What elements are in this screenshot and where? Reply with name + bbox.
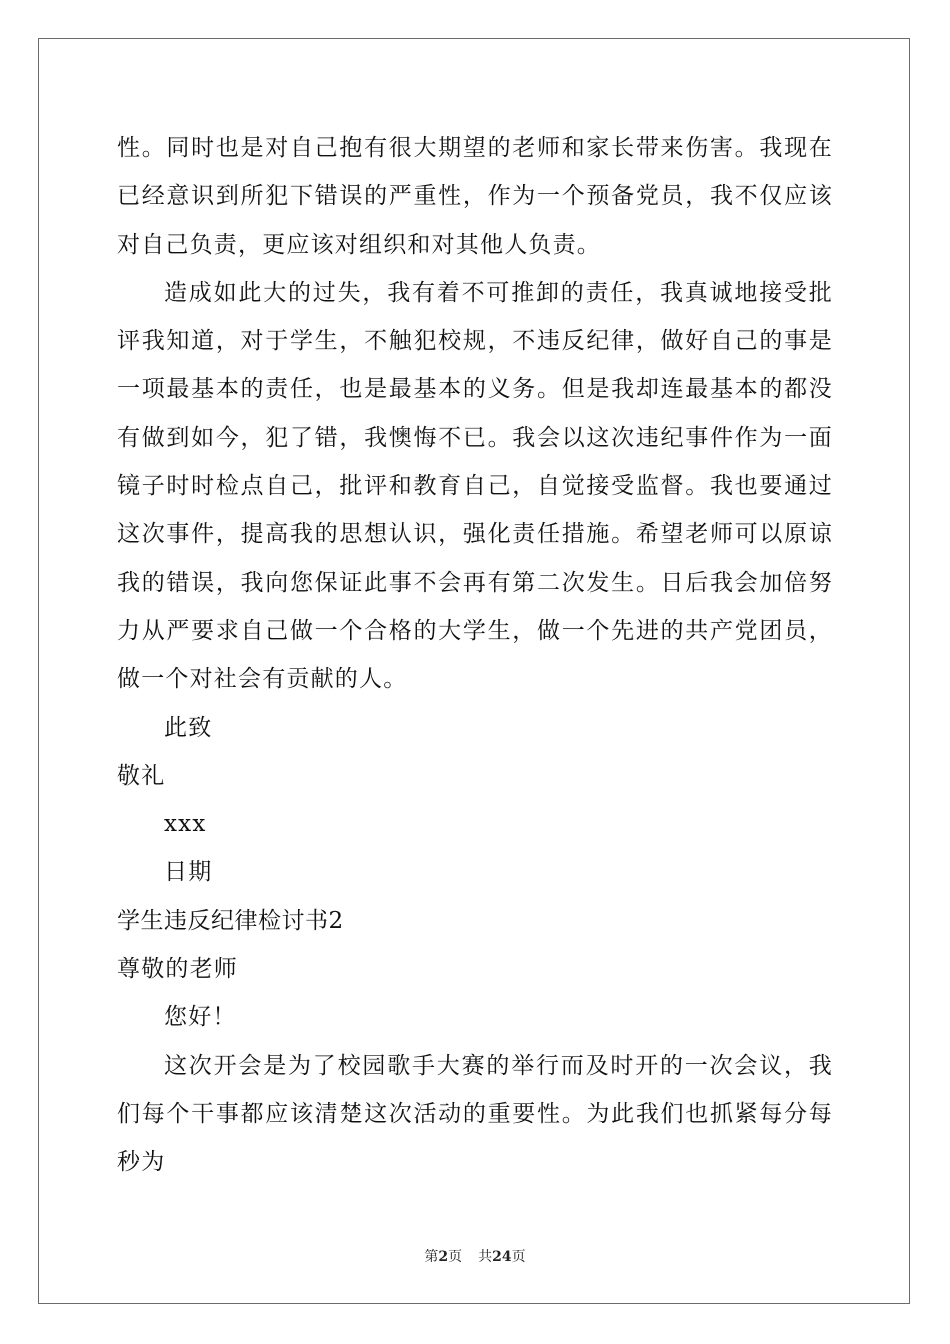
page-unit: 页 <box>448 1249 463 1265</box>
letter-greeting: 您好！ <box>164 1004 237 1031</box>
signature-name: xxx <box>164 811 207 838</box>
signature-date: 日期 <box>164 859 213 886</box>
total-unit: 页 <box>511 1249 526 1265</box>
closing-salutation: 此致 <box>164 714 213 741</box>
paragraph-responsibility: 造成如此大的过失，我有着不可推卸的责任，我真诚地接受批评我知道，对于学生，不触犯校规，不违反纪律，做好自己的事是一项最基本的责任，也是最基本的义务。但是我却连最基本的都没有做到如今，犯了错，我懊悔不已。我会以这次违纪事件作为一面镜子时时检点自己，批评和教育自己，自觉接受监督。我也要通过这次事件，提高我的思想认识，强化责任措施。希望老师可以原谅我的错误，我向您保证此事不会再有第二次发生。日后我会加倍努力从严要求自己做一个合格的大学生，做一个先进的共产党团员，做一个对社会有贡献的人。 <box>117 279 833 693</box>
letter-addressee: 尊敬的老师 <box>117 956 238 983</box>
section-title: 学生违反纪律检讨书2 <box>117 907 344 934</box>
page-prefix: 第 <box>424 1249 439 1265</box>
total-prefix: 共 <box>478 1249 493 1265</box>
current-page-number: 2 <box>438 1249 449 1265</box>
closing-regards: 敬礼 <box>117 762 166 789</box>
document-body <box>117 124 833 1187</box>
page-footer <box>0 1246 950 1266</box>
paragraph-meeting: 这次开会是为了校园歌手大赛的举行而及时开的一次会议，我们每个干事都应该清楚这次活动的重要性。为此我们也抓紧每分每秒为 <box>117 1052 833 1176</box>
total-page-number: 24 <box>492 1249 512 1265</box>
paragraph-continuation: 性。同时也是对自己抱有很大期望的老师和家长带来伤害。我现在已经意识到所犯下错误的严重性，作为一个预备党员，我不仅应该对自己负责，更应该对组织和对其他人负责。 <box>117 135 833 258</box>
